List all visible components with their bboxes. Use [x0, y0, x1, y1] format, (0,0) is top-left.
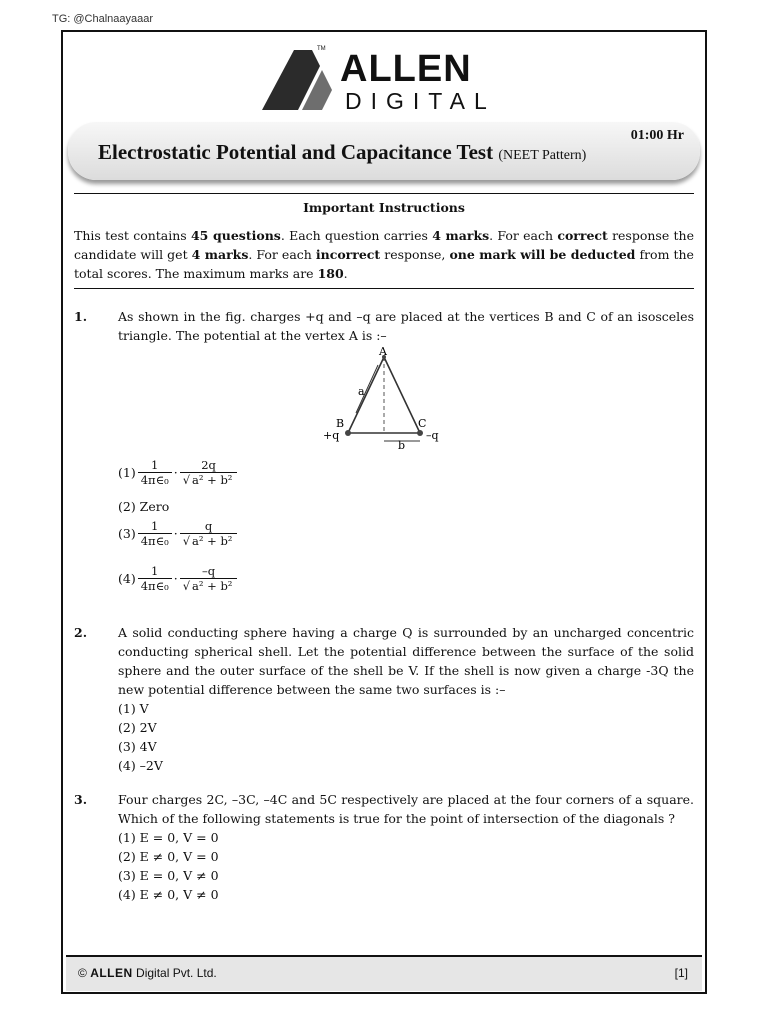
instr-bold: 4 marks — [432, 228, 490, 243]
question-number: 2. — [74, 625, 88, 640]
numerator: 2q — [201, 458, 216, 472]
logo-brand: ALLEN — [340, 48, 472, 90]
instr-bold: incorrect — [315, 247, 381, 262]
fraction — [138, 458, 172, 487]
denominator: √ a² + b² — [180, 578, 238, 593]
fig-label-minus-q: –q — [426, 429, 439, 442]
footer-brand: ALLEN — [90, 966, 133, 980]
numerator: 1 — [151, 564, 159, 578]
denominator: √ a² + b² — [180, 472, 238, 487]
question-2 — [74, 623, 694, 775]
q3-option-3[interactable]: (3) E = 0, V ≠ 0 — [118, 868, 219, 883]
question-1 — [74, 307, 694, 345]
instr-part: response the candidate will get — [74, 228, 694, 262]
fig-label-A: A — [379, 345, 387, 358]
numerator: 1 — [151, 458, 159, 472]
option-label: (2) Zero — [118, 499, 170, 514]
fig-label-B: B — [336, 417, 345, 430]
question-text-block — [118, 623, 694, 775]
fraction — [180, 458, 238, 487]
instr-part: response, — [380, 247, 450, 262]
numerator: 1 — [151, 519, 159, 533]
test-pattern: (NEET Pattern) — [498, 148, 587, 163]
divider — [74, 193, 694, 194]
footer-copyright — [78, 966, 217, 980]
q2-option-4[interactable]: (4) –2V — [118, 758, 163, 773]
sqrt-term: a² + b² — [192, 579, 233, 593]
option-label: (4) — [118, 571, 136, 586]
numerator: q — [204, 519, 213, 533]
triangle-figure — [318, 343, 448, 453]
q2-option-2[interactable]: (2) 2V — [118, 720, 157, 735]
q3-option-4[interactable]: (4) E ≠ 0, V ≠ 0 — [118, 887, 219, 902]
denominator: 4π∈₀ — [138, 472, 172, 487]
instr-bold: correct — [557, 228, 608, 243]
fraction — [138, 519, 172, 548]
instr-part: . For each — [248, 247, 316, 262]
denominator: 4π∈₀ — [138, 578, 172, 593]
test-title — [98, 140, 586, 165]
instr-part: This test contains — [74, 228, 191, 243]
numerator: –q — [202, 564, 216, 578]
logo-tm: TM — [317, 46, 326, 52]
test-duration: 01:00 Hr — [630, 128, 684, 143]
instr-part: from the total scores. The maximum marks are — [74, 247, 694, 281]
sqrt-term: a² + b² — [192, 473, 233, 487]
q1-option-3[interactable]: (3) $\frac{1}{\text{4π∈₀}}$ · $\frac{q}{\text{√ a² + b²}}$ — [118, 519, 239, 548]
question-text: As shown in the fig. charges +q and –q are placed at the vertices B and C of an isosceles triangle. The potential at the vertex A is :– — [118, 309, 694, 343]
instr-bold: 180 — [317, 266, 344, 281]
telegram-handle: TG: @Chalnaayaaar — [52, 13, 154, 25]
fraction — [138, 564, 172, 593]
fraction — [180, 519, 238, 548]
q1-option-4[interactable]: (4) $\frac{1}{\text{4π∈₀}}$ · $\frac{-q}{\text{√ a² + b²}}$ — [118, 564, 239, 593]
instr-part: . For each — [489, 228, 558, 243]
divider — [74, 288, 694, 289]
instr-bold: 45 questions — [190, 228, 281, 243]
instr-part: . — [343, 266, 348, 281]
logo-sub: DIGITAL — [345, 88, 496, 114]
question-text: A solid conducting sphere having a charge Q is surrounded by an uncharged concentric conducting spherical shell. Let the potential difference between the surface of the solid sphere and the outer surface of the shell be V. If the shell is now given a charge -3Q the new potential difference between the same two surfaces is :– — [118, 625, 694, 697]
question-number: 1. — [74, 309, 88, 324]
q2-option-3[interactable]: (3) 4V — [118, 739, 157, 754]
instr-part: . Each question carries — [280, 228, 433, 243]
fig-label-b: b — [398, 439, 406, 452]
footer-company: Digital Pvt. Ltd. — [132, 966, 217, 980]
q3-option-1[interactable]: (1) E = 0, V = 0 — [118, 830, 219, 845]
instr-bold: one mark will be deducted — [449, 247, 636, 262]
fig-label-C: C — [418, 417, 427, 430]
instructions-text — [74, 226, 694, 283]
q1-option-2[interactable] — [118, 499, 169, 514]
option-label: (1) — [118, 465, 136, 480]
question-number: 3. — [74, 792, 88, 807]
fig-label-plus-q: +q — [323, 429, 340, 442]
copyright-symbol: © — [78, 966, 87, 980]
fraction — [180, 564, 238, 593]
page-number: [1] — [674, 966, 688, 980]
sqrt-term: a² + b² — [192, 534, 233, 548]
question-3 — [74, 790, 694, 904]
fig-label-a: a — [358, 385, 365, 398]
option-label: (3) — [118, 526, 136, 541]
test-title-text: Electrostatic Potential and Capacitance Test — [98, 140, 494, 164]
denominator: 4π∈₀ — [138, 533, 172, 548]
q2-option-1[interactable]: (1) V — [118, 701, 149, 716]
question-text: Four charges 2C, –3C, –4C and 5C respectively are placed at the four corners of a square. Which of the following statements is true for the point of intersection of the diagonals ? — [118, 792, 694, 826]
page-footer — [66, 955, 702, 991]
question-text-block — [118, 790, 694, 904]
q3-option-2[interactable]: (2) E ≠ 0, V = 0 — [118, 849, 219, 864]
q1-option-1[interactable]: (1) $\frac{1}{\text{4π∈₀}}$ · $\frac{2q}{\text{√ a² + b²}}$ — [118, 458, 239, 487]
test-banner — [68, 122, 700, 180]
denominator: √ a² + b² — [180, 533, 238, 548]
instr-bold: 4 marks — [191, 247, 249, 262]
instructions-title: Important Instructions — [303, 200, 465, 215]
